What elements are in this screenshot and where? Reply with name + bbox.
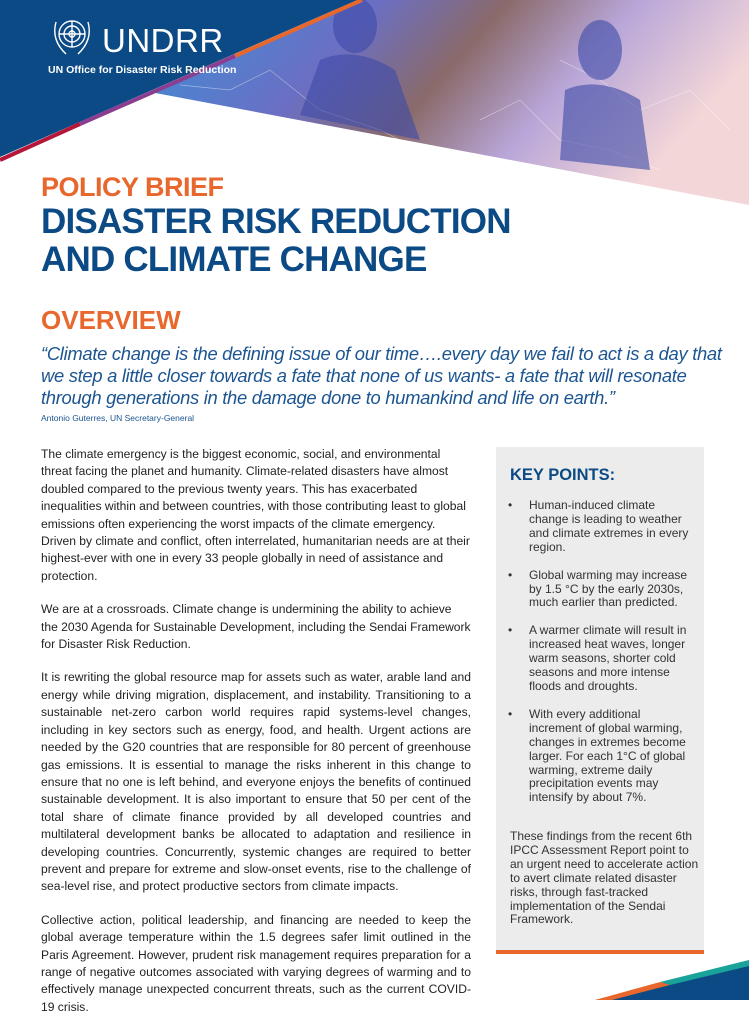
list-item	[506, 569, 696, 611]
doc-kicker: POLICY BRIEF	[41, 172, 224, 202]
title-line-2: AND CLIMATE CHANGE	[41, 240, 427, 279]
corner-decoration	[0, 940, 749, 1000]
bullet-icon: •	[508, 623, 513, 638]
list-item	[506, 624, 696, 694]
bullet-icon: •	[508, 567, 513, 582]
quote-attribution: Antonio Guterres, UN Secretary-General	[41, 413, 195, 423]
key-point-text: Global warming may increase by 1.5 °C by the early 2030s, much earlier than predicted.	[529, 567, 688, 610]
key-point-text: With every additional increment of global warming, changes in extremes become larger. For each 1°C of global warming, extreme daily precipitation events may intensify by about 7%.	[529, 706, 686, 805]
un-emblem-icon	[48, 12, 96, 60]
list-item	[506, 708, 696, 805]
key-points-findings: These findings from the recent 6th IPCC Assessment Report point to an urgent need to accelerate action to avert climate related disaster risks, through fast-tracked implementation of the Sendai Framework.	[510, 829, 699, 927]
quote: “Climate change is the defining issue of our time….every day we fail to act is a day that we step a little closer towards a fate that none of us wants- a fate that will resonate through generations in the damage done to humankind and life on earth.”	[41, 343, 722, 408]
key-points-box	[496, 447, 704, 954]
bullet-icon: •	[508, 706, 513, 721]
logo-subtitle: UN Office for Disaster Risk Reduction	[48, 64, 237, 76]
paragraph: Collective action, political leadership, and financing are needed to keep the global average temperature within the 1.5 degrees safer limit outlined in the Paris Agreement. However, prudent risk management requires preparation for a range of negative outcomes associated with varying degrees of warming and to effectively manage unexpected concurrent threats, such as the current COVID-19 crisis.	[41, 912, 471, 1014]
bullet-icon: •	[508, 498, 513, 512]
paragraph: It is rewriting the global resource map for assets such as water, arable land and energy while driving migration, displacement, and instability. Transitioning to a sustainable net-zero carbon world requires rapid systems-level changes, including in key sectors such as energy, food, and health. Urgent actions are needed by the G20 countries that are responsible for 80 percent of greenhouse gas emissions. It is essential to manage the risks inherent in this change to ensure that no one is left behind, and everyone enjoys the benefits of continued sustainable development. It is also important to ensure that 50 per cent of the total share of climate finance provided by all developed countries and multilateral development banks be allocated to adaptation and resilience in developing countries. Concurrently, systemic changes are required to better prevent and prepare for extreme and slow-onset events, rise to the challenge of sea-level rise, and protect productive sectors from climate impacts.	[41, 670, 471, 894]
paragraph: The climate emergency is the biggest economic, social, and environmental threat facing the planet and humanity. Climate-related disasters have almost doubled compared to the previous twenty years. This has exacerbated inequalities within and between countries, with those contributing least to global emissions often experiencing the worst impacts of the climate emergency. Driven by climate and conflict, often interrelated, humanitarian needs are at their highest-ever with one in every 33 people globally in need of assistance and protection.	[41, 447, 470, 583]
key-points-heading: KEY POINTS:	[510, 466, 616, 484]
page-title	[41, 203, 511, 279]
key-points-list	[506, 499, 696, 819]
key-point-text: Human-induced climate change is leading to weather and climate extremes in every region.	[529, 498, 689, 554]
section-heading: OVERVIEW	[41, 305, 181, 335]
paragraph: We are at a crossroads. Climate change is undermining the ability to achieve the 2030 Agenda for Sustainable Development, including the Sendai Framework for Disaster Risk Reduction.	[41, 602, 471, 652]
title-line-1: DISASTER RISK REDUCTION	[41, 202, 511, 241]
key-point-text: A warmer climate will result in increased heat waves, longer warm seasons, shorter cold seasons and more intense floods and droughts.	[529, 623, 687, 693]
logo-name: UNDRR	[102, 22, 224, 59]
list-item	[506, 499, 696, 555]
